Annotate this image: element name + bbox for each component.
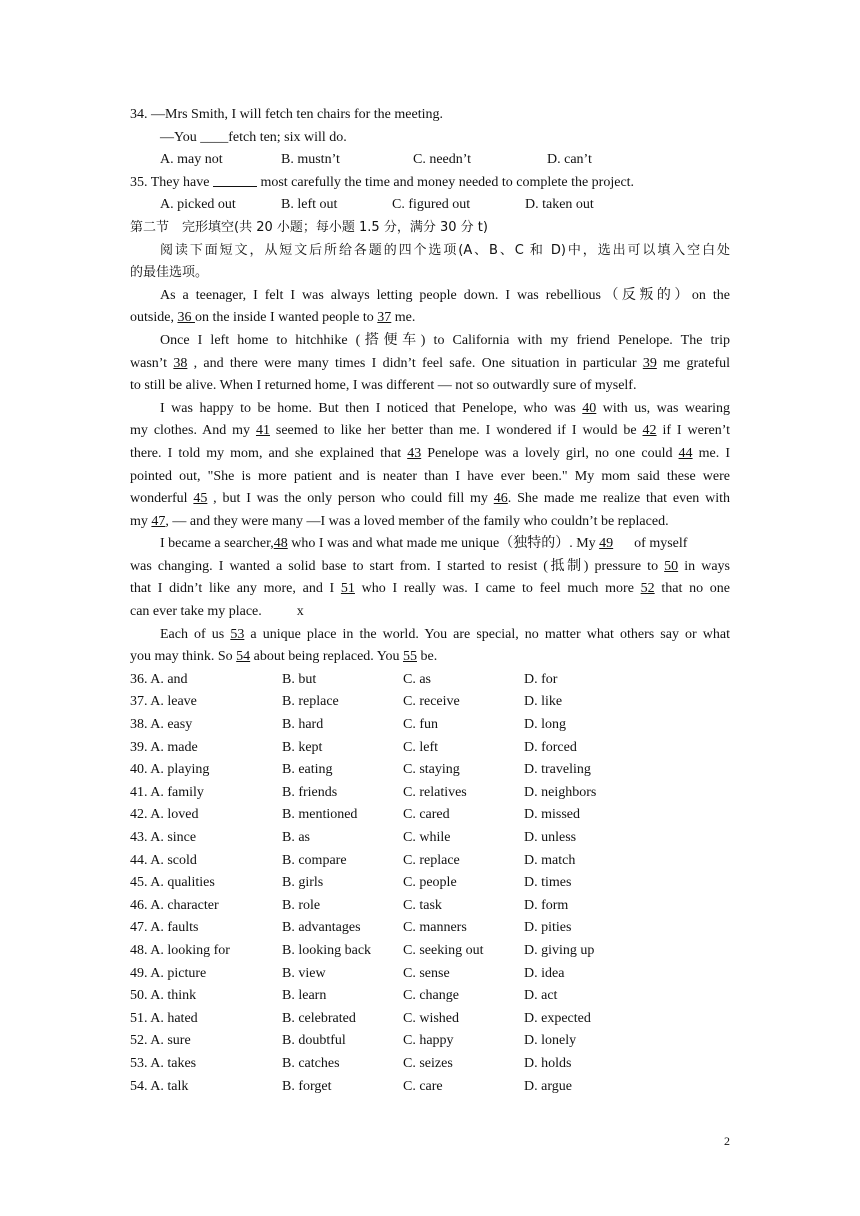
passage-p3-line4: pointed out, "She is more patient and is neater than I have ever been." My mom said these were xyxy=(130,468,730,484)
passage-p3-line5: wonderful 45 , but I was the only person who could fill my 46. She made me realize that even with xyxy=(130,491,730,507)
choice-option-d: D. giving up xyxy=(524,942,595,958)
choice-option-a: 48. A. looking for xyxy=(130,942,230,958)
choice-option-a: 43. A. since xyxy=(130,830,197,845)
choice-row xyxy=(130,940,730,963)
choice-option-d: D. argue xyxy=(524,1078,572,1094)
choice-option-c: C. left xyxy=(403,739,438,755)
q35-text-pre: 35. They have xyxy=(130,174,213,190)
section-title: 第二节 完形填空(共 20 小题；每小题 1.5 分，满分 30 分 t) xyxy=(130,219,488,235)
passage-p4-line2: was changing. I wanted a solid base to start from. I started to resist (抵制) pressure to 50 in ways xyxy=(130,558,730,574)
choice-option-c: C. care xyxy=(403,1078,443,1094)
q34-options xyxy=(130,149,730,172)
choice-option-c: C. seeking out xyxy=(403,942,484,958)
choice-option-d: D. pities xyxy=(524,920,572,936)
blank-41: 41 xyxy=(255,423,270,439)
choice-option-b: B. learn xyxy=(282,988,327,1004)
choice-option-c: C. receive xyxy=(403,694,460,710)
passage-p4-line1: I became a searcher,48 who I was and what made me unique（独特的）. My 49 of myself xyxy=(160,536,688,552)
blank-49: 49 xyxy=(599,536,614,552)
choice-option-d: D. long xyxy=(524,717,566,733)
q35-stem xyxy=(130,172,730,195)
choice-row xyxy=(130,804,730,827)
choice-option-c: C. wished xyxy=(403,1010,459,1026)
q35-blank xyxy=(213,173,257,187)
choice-option-a: 42. A. loved xyxy=(130,807,199,823)
choice-option-a: 40. A. playing xyxy=(130,762,210,778)
blank-51: 51 xyxy=(340,581,355,597)
choice-option-d: D. idea xyxy=(524,965,565,981)
choice-option-a: 45. A. qualities xyxy=(130,875,215,891)
q35-options xyxy=(130,194,730,217)
choice-option-a: 41. A. family xyxy=(130,784,204,800)
choice-row xyxy=(130,737,730,760)
choice-option-c: C. change xyxy=(403,988,459,1004)
choice-option-c: C. cared xyxy=(403,807,450,823)
choice-option-d: D. neighbors xyxy=(524,784,597,800)
choice-row xyxy=(130,917,730,940)
page-number: 2 xyxy=(724,1134,730,1148)
blank-40: 40 xyxy=(582,400,597,416)
choice-row xyxy=(130,714,730,737)
passage-p1-line1: As a teenager, I felt I was always letting people down. I was rebellious（反叛的）on the xyxy=(160,287,730,303)
choice-option-c: C. while xyxy=(403,830,451,845)
choice-row xyxy=(130,985,730,1008)
choice-option-a: 50. A. think xyxy=(130,988,197,1004)
passage-p2-line3: to still be alive. When I returned home, I was different — not so outwardly sure of myself. xyxy=(130,378,637,394)
choice-row xyxy=(130,850,730,873)
choice-option-a: 49. A. picture xyxy=(130,965,207,981)
blank-55: 55 xyxy=(402,649,417,665)
choice-option-d: D. expected xyxy=(524,1010,591,1026)
choice-row xyxy=(130,782,730,805)
blank-37: 37 xyxy=(377,310,392,326)
blank-43: 43 xyxy=(407,445,422,461)
blank-52: 52 xyxy=(640,581,655,597)
choice-option-b: B. girls xyxy=(282,875,324,891)
passage-p4-line4: can ever take my place. x xyxy=(130,604,304,620)
choice-option-a: 39. A. made xyxy=(130,739,198,755)
choice-option-d: D. form xyxy=(524,897,569,913)
choice-option-c: C. relatives xyxy=(403,784,467,800)
choice-option-d: D. times xyxy=(524,875,572,891)
choice-option-a: 44. A. scold xyxy=(130,852,197,868)
choice-option-a: 52. A. sure xyxy=(130,1033,191,1049)
passage-p2-line1: Once I left home to hitchhike (搭便车) to California with my friend Penelope. The trip xyxy=(160,332,730,348)
choice-row xyxy=(130,963,730,986)
choice-option-d: D. lonely xyxy=(524,1033,577,1049)
choice-option-a: 47. A. faults xyxy=(130,920,199,936)
q34-reply: —You ____fetch ten; six will do. xyxy=(160,129,347,145)
passage-p3-line1: I was happy to be home. But then I noticed that Penelope, who was 40 with us, was wearing xyxy=(160,400,731,416)
choice-option-b: B. catches xyxy=(282,1055,340,1071)
choice-row xyxy=(130,1076,730,1099)
choice-option-d: D. unless xyxy=(524,830,577,845)
choice-row xyxy=(130,759,730,782)
choice-row xyxy=(130,669,730,692)
q35-text-post: most carefully the time and money needed to complete the project. xyxy=(256,174,635,190)
choice-option-b: B. doubtful xyxy=(282,1033,346,1049)
q34-option-c: C. needn’t xyxy=(413,152,472,168)
choice-option-b: B. friends xyxy=(282,784,338,800)
choice-option-b: B. mentioned xyxy=(282,807,358,823)
choice-option-a: 38. A. easy xyxy=(130,717,193,733)
choice-row xyxy=(130,691,730,714)
choice-option-c: C. people xyxy=(403,875,457,891)
choice-row xyxy=(130,1008,730,1031)
choice-option-b: B. forget xyxy=(282,1078,332,1094)
section-instructions-2: 的最佳选项。 xyxy=(130,265,209,281)
blank-50: 50 xyxy=(664,558,679,574)
choice-option-b: B. advantages xyxy=(282,920,361,936)
choice-option-b: B. role xyxy=(282,897,321,913)
choice-option-c: C. as xyxy=(403,671,431,687)
blank-44: 44 xyxy=(678,445,693,461)
blank-53: 53 xyxy=(230,626,245,642)
answer-choices xyxy=(130,669,730,1098)
choice-option-c: C. seizes xyxy=(403,1055,453,1071)
choice-option-d: D. holds xyxy=(524,1055,572,1071)
blank-47: 47 xyxy=(151,513,166,529)
choice-option-c: C. manners xyxy=(403,920,467,936)
choice-row xyxy=(130,1053,730,1076)
blank-42: 42 xyxy=(642,423,657,439)
choice-option-d: D. forced xyxy=(524,739,577,755)
passage-p3-line2: my clothes. And my 41 seemed to like her better than me. I wondered if I would be 42 if I weren’t xyxy=(130,423,730,439)
q34-stem: 34. —Mrs Smith, I will fetch ten chairs for the meeting. xyxy=(130,107,443,122)
choice-option-a: 51. A. hated xyxy=(130,1010,198,1026)
blank-45: 45 xyxy=(193,491,208,507)
choice-row xyxy=(130,827,730,850)
choice-option-b: B. looking back xyxy=(282,942,372,958)
choice-option-d: D. match xyxy=(524,852,576,868)
choice-option-b: B. as xyxy=(282,830,310,845)
choice-row xyxy=(130,872,730,895)
q35-option-d: D. taken out xyxy=(525,197,594,213)
choice-option-a: 37. A. leave xyxy=(130,694,197,710)
exam-page xyxy=(130,104,730,1098)
choice-option-b: B. celebrated xyxy=(282,1010,356,1026)
choice-option-c: C. happy xyxy=(403,1033,454,1049)
choice-option-c: C. replace xyxy=(403,852,460,868)
choice-option-b: B. kept xyxy=(282,739,323,755)
blank-39: 39 xyxy=(642,355,657,371)
choice-option-c: C. staying xyxy=(403,762,460,778)
passage-p3-line6: my 47, — and they were many —I was a loved member of the family who couldn’t be replaced. xyxy=(130,513,669,529)
passage-p4-line3: that I didn’t like any more, and I 51 who I really was. I came to feel much more 52 that no one xyxy=(130,581,730,597)
blank-46: 46 xyxy=(493,491,508,507)
q35-option-b: B. left out xyxy=(281,197,338,213)
choice-option-d: D. like xyxy=(524,694,563,710)
blank-36: 36 xyxy=(177,310,195,326)
choice-row xyxy=(130,895,730,918)
choice-option-a: 46. A. character xyxy=(130,897,219,913)
q35-option-a: A. picked out xyxy=(160,197,236,213)
choice-option-b: B. eating xyxy=(282,762,333,778)
choice-option-d: D. act xyxy=(524,988,558,1004)
q34-option-a: A. may not xyxy=(160,152,223,168)
section-instructions-1: 阅读下面短文，从短文后所给各题的四个选项(A、B、C 和 D)中，选出可以填入空白处 xyxy=(160,242,730,258)
choice-option-b: B. replace xyxy=(282,694,339,710)
choice-option-a: 36. A. and xyxy=(130,671,188,687)
passage-p5-line2: you may think. So 54 about being replaced. You 55 be. xyxy=(130,649,438,665)
choice-option-d: D. for xyxy=(524,671,558,687)
choice-option-b: B. hard xyxy=(282,717,324,733)
choice-option-c: C. task xyxy=(403,897,442,913)
choice-row xyxy=(130,1030,730,1053)
passage-p1-line2: outside, 36 on the inside I wanted people to 37 me. xyxy=(130,310,416,326)
choice-option-a: 54. A. talk xyxy=(130,1078,189,1094)
choice-option-b: B. compare xyxy=(282,852,347,868)
choice-option-d: D. missed xyxy=(524,807,580,823)
passage-p2-line2: wasn’t 38 , and there were many times I didn’t feel safe. One situation in particular 39 me grateful xyxy=(130,355,731,371)
blank-38: 38 xyxy=(173,355,188,371)
choice-option-c: C. fun xyxy=(403,717,438,733)
q34-option-d: D. can’t xyxy=(547,152,592,168)
blank-48: 48 xyxy=(273,536,288,552)
q34-option-b: B. mustn’t xyxy=(281,152,340,168)
blank-54: 54 xyxy=(236,649,251,665)
choice-option-d: D. traveling xyxy=(524,762,591,778)
choice-option-c: C. sense xyxy=(403,965,450,981)
passage-p3-line3: there. I told my mom, and she explained that 43 Penelope was a lovely girl, no one could 44 me. I xyxy=(130,445,730,461)
q35-option-c: C. figured out xyxy=(392,197,471,213)
choice-option-a: 53. A. takes xyxy=(130,1055,197,1071)
choice-option-b: B. but xyxy=(282,671,317,687)
passage-p5-line1: Each of us 53 a unique place in the world. You are special, no matter what others say or what xyxy=(160,626,730,642)
choice-option-b: B. view xyxy=(282,965,326,981)
